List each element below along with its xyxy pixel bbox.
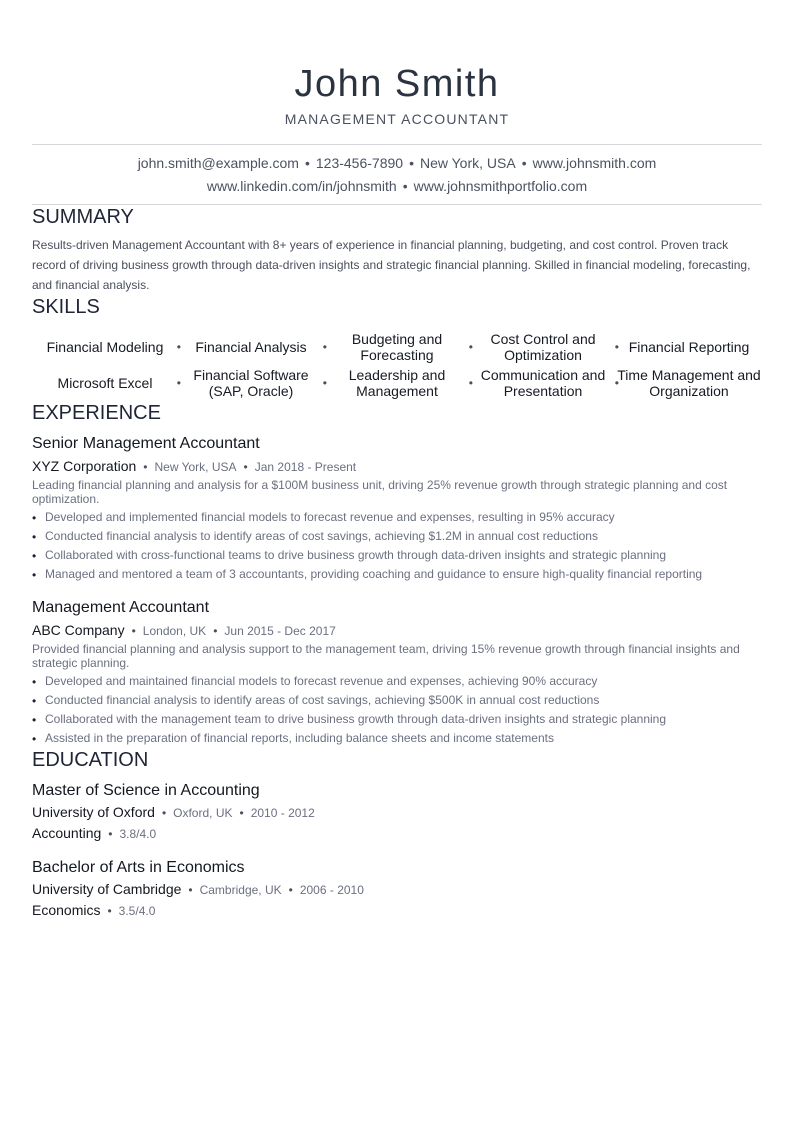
- degree-title: Bachelor of Arts in Economics: [32, 859, 245, 876]
- skill-label: Financial Analysis: [195, 339, 307, 355]
- skill-separator: •: [468, 376, 473, 390]
- skills-heading: SKILLS: [32, 296, 100, 318]
- contact-separator: •: [521, 155, 527, 171]
- job-meta: [32, 457, 762, 476]
- achievement-item: • Developed and maintained financial models to forecast revenue and expenses, achieving 90% accuracy: [32, 672, 762, 691]
- candidate-title: MANAGEMENT ACCOUNTANT: [284, 111, 510, 127]
- school-name: University of Cambridge: [32, 881, 182, 897]
- skill-item: [178, 365, 327, 401]
- skill-item: [32, 329, 181, 365]
- field-of-study: Accounting: [32, 825, 102, 841]
- meta-separator: •: [288, 883, 293, 897]
- skill-separator: •: [468, 340, 473, 354]
- skill-separator: •: [176, 340, 181, 354]
- education-entry: [32, 858, 762, 921]
- job-title: Management Accountant: [32, 599, 210, 616]
- skill-item: [324, 329, 473, 365]
- field-of-study: Economics: [32, 902, 101, 918]
- website-link[interactable]: www.johnsmith.com: [532, 155, 657, 171]
- resume-page: [32, 0, 762, 921]
- linkedin-link[interactable]: www.linkedin.com/in/johnsmith: [206, 178, 397, 194]
- contact-separator: •: [304, 155, 310, 171]
- meta-separator: •: [188, 883, 193, 897]
- meta-separator: •: [143, 460, 148, 474]
- school-location: Cambridge, UK: [199, 883, 282, 897]
- skill-label: Communication and Presentation: [480, 367, 606, 399]
- phone-number: 123-456-7890: [315, 155, 404, 171]
- achievement-item: • Collaborated with cross-functional teams to drive business growth through data-driven insights and strategic planning: [32, 546, 762, 565]
- degree-title: Master of Science in Accounting: [32, 782, 260, 799]
- skill-item: [32, 365, 181, 401]
- gpa: 3.8/4.0: [119, 827, 157, 841]
- resume-header: [32, 0, 762, 128]
- contact-line-1: [32, 152, 762, 175]
- job-description: Leading financial planning and analysis for a $100M business unit, driving 25% revenue growth through strategic planning and cost optimization.: [32, 478, 728, 506]
- school-line: [32, 879, 762, 900]
- skill-separator: •: [322, 340, 327, 354]
- skill-label: Financial Modeling: [46, 339, 164, 355]
- job-dates: Jan 2018 - Present: [254, 460, 357, 474]
- field-line: [32, 823, 762, 844]
- summary-heading: SUMMARY: [32, 206, 134, 228]
- school-dates: 2006 - 2010: [299, 883, 364, 897]
- experience-entry: [32, 434, 762, 584]
- school-location: Oxford, UK: [173, 806, 233, 820]
- field-line: [32, 900, 762, 921]
- skill-separator: •: [176, 376, 181, 390]
- school-line: [32, 802, 762, 823]
- achievement-item: • Assisted in the preparation of financial reports, including balance sheets and income statements: [32, 729, 762, 748]
- summary-text: Results-driven Management Accountant with 8+ years of experience in financial planning, budgeting, and cost control. Proven track record of driving business growth through data-driven insights and strategic financial planning. Skilled in financial modeling, forecasting, and financial analysis.: [32, 238, 751, 292]
- skill-item: [616, 365, 762, 401]
- skill-item: [324, 365, 473, 401]
- education-entry: [32, 781, 762, 844]
- skill-label: Cost Control and Optimization: [490, 331, 596, 363]
- skill-label: Budgeting and Forecasting: [351, 331, 443, 363]
- company-name: XYZ Corporation: [32, 458, 137, 474]
- skill-item: [616, 329, 762, 365]
- job-achievements: [32, 672, 762, 748]
- candidate-name: John Smith: [294, 63, 500, 105]
- meta-separator: •: [161, 806, 167, 820]
- skill-label: Leadership and Management: [348, 367, 446, 399]
- email-link[interactable]: john.smith@example.com: [137, 155, 299, 171]
- job-location: New York, USA: [154, 460, 237, 474]
- meta-separator: •: [131, 624, 136, 638]
- achievement-item: • Managed and mentored a team of 3 accountants, providing coaching and guidance to ensure high-quality financial reporting: [32, 565, 762, 584]
- education-heading: EDUCATION: [32, 749, 149, 771]
- meta-separator: •: [213, 624, 218, 638]
- skill-item: [470, 365, 619, 401]
- meta-separator: •: [239, 806, 244, 820]
- school-name: University of Oxford: [32, 804, 155, 820]
- skill-separator: •: [614, 376, 619, 390]
- job-dates: Jun 2015 - Dec 2017: [224, 624, 336, 638]
- skill-item: [178, 329, 327, 365]
- gpa: 3.5/4.0: [118, 904, 156, 918]
- job-achievements: [32, 508, 762, 584]
- skills-grid: [32, 329, 762, 401]
- contact-separator: •: [409, 155, 414, 171]
- skill-separator: •: [322, 376, 327, 390]
- job-title: Senior Management Accountant: [32, 435, 260, 452]
- portfolio-link[interactable]: www.johnsmithportfolio.com: [413, 178, 588, 194]
- meta-separator: •: [243, 460, 248, 474]
- skill-label: Time Management and Organization: [617, 367, 761, 399]
- school-dates: 2010 - 2012: [250, 806, 315, 820]
- meta-separator: •: [107, 904, 112, 918]
- meta-separator: •: [108, 827, 113, 841]
- location: New York, USA: [419, 155, 516, 171]
- skill-label: Financial Reporting: [628, 339, 750, 355]
- experience-entry: [32, 598, 762, 748]
- contact-line-2: [32, 175, 762, 198]
- skill-separator: •: [614, 340, 619, 354]
- job-meta: [32, 621, 762, 640]
- experience-heading: EXPERIENCE: [32, 402, 161, 424]
- skill-item: [470, 329, 619, 365]
- skill-label: Financial Software (SAP, Oracle): [193, 367, 309, 399]
- job-location: London, UK: [142, 624, 207, 638]
- achievement-item: • Conducted financial analysis to identify areas of cost savings, achieving $1.2M in annual cost reductions: [32, 527, 762, 546]
- contact-separator: •: [402, 178, 408, 194]
- company-name: ABC Company: [32, 622, 125, 638]
- contact-info: [32, 145, 762, 204]
- skill-label: Microsoft Excel: [57, 375, 153, 391]
- achievement-item: • Developed and implemented financial models to forecast revenue and expenses, resulting in 95% accuracy: [32, 508, 762, 527]
- job-description: Provided financial planning and analysis support to the management team, driving 15% revenue growth through financial insights and strategic planning.: [32, 642, 740, 670]
- achievement-item: • Conducted financial analysis to identify areas of cost savings, achieving $500K in annual cost reductions: [32, 691, 762, 710]
- achievement-item: • Collaborated with the management team to drive business growth through data-driven insights and strategic planning: [32, 710, 762, 729]
